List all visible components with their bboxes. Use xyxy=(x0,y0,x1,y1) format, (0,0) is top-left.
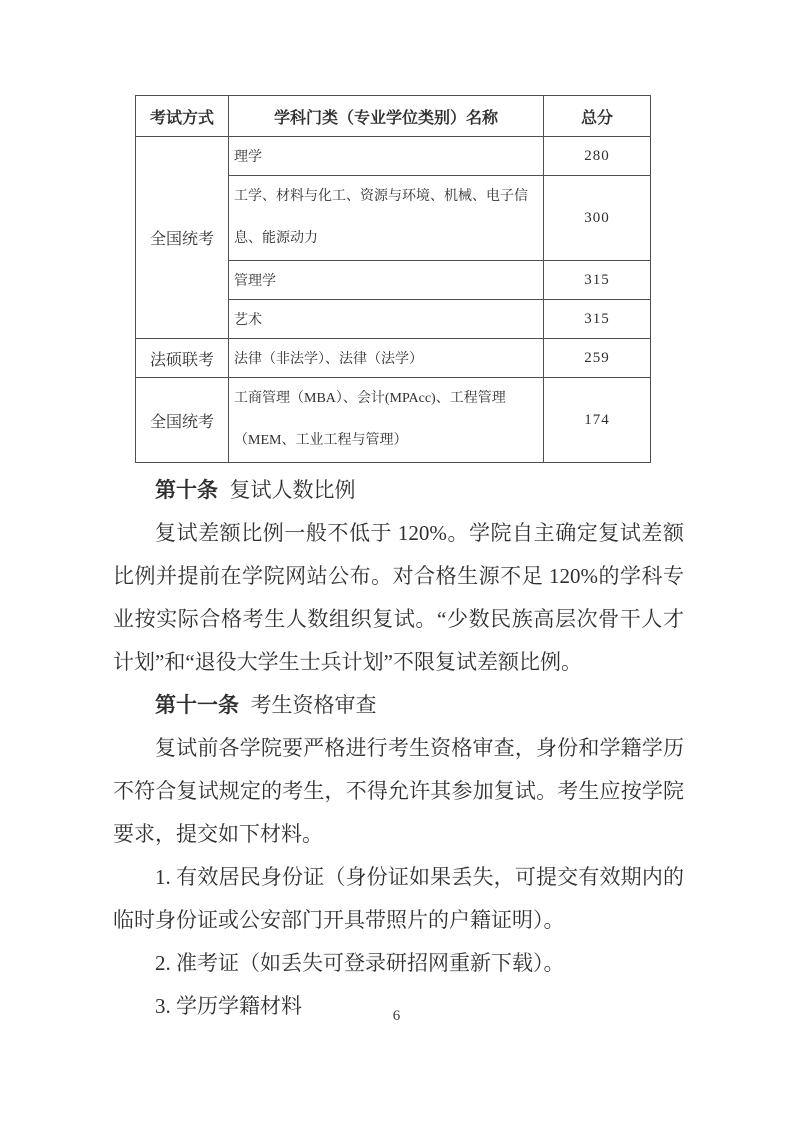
table-header-exam-method: 考试方式 xyxy=(136,96,229,137)
score-cell: 259 xyxy=(544,339,651,378)
table-header-subject-category: 学科门类（专业学位类别）名称 xyxy=(229,96,544,137)
subject-cell: 理学 xyxy=(229,137,544,176)
table-header-row xyxy=(136,96,651,137)
page-number: 6 xyxy=(392,1008,401,1024)
article-10-heading xyxy=(113,469,684,512)
exam-method-cell: 全国统考 xyxy=(136,137,229,339)
article-title: 考生资格审查 xyxy=(250,693,377,717)
score-cell: 174 xyxy=(544,378,651,463)
subject-cell: 管理学 xyxy=(229,261,544,300)
paragraph: 复试前各学院要严格进行考生资格审查，身份和学籍学历不符合复试规定的考生，不得允许其参加复试。考生应按学院要求，提交如下材料。 xyxy=(113,736,684,846)
subject-cell: 法律（非法学）、法律（法学） xyxy=(229,339,544,378)
score-cell: 315 xyxy=(544,300,651,339)
score-cell: 300 xyxy=(544,176,651,261)
article-number-label: 第十一条 xyxy=(155,693,239,717)
table-row xyxy=(136,339,651,378)
score-cell: 280 xyxy=(544,137,651,176)
list-item-paragraph: 2. 准考证（如丢失可登录研招网重新下载）。 xyxy=(155,951,565,975)
exam-method-cell: 法硕联考 xyxy=(136,339,229,378)
table-row xyxy=(136,378,651,463)
table-row xyxy=(136,137,651,176)
subject-cell: 工学、材料与化工、资源与环境、机械、电子信息、能源动力 xyxy=(229,176,544,261)
table-header-total-score: 总分 xyxy=(544,96,651,137)
article-number-label: 第十条 xyxy=(155,478,218,502)
exam-method-cell: 全国统考 xyxy=(136,378,229,463)
admission-score-table xyxy=(135,95,651,463)
score-cell: 315 xyxy=(544,261,651,300)
document-body xyxy=(113,469,684,1028)
subject-cell: 艺术 xyxy=(229,300,544,339)
paragraph: 复试差额比例一般不低于 120%。学院自主确定复试差额比例并提前在学院网站公布。对合格生源不足 120%的学科专业按实际合格考生人数组织复试。“少数民族高层次骨干人才计划”和“退役大学生士兵计划”不限复试差额比例。 xyxy=(113,521,684,674)
list-item-paragraph: 1. 有效居民身份证（身份证如果丢失，可提交有效期内的临时身份证或公安部门开具带照片的户籍证明）。 xyxy=(113,865,684,932)
list-item-paragraph: 3. 学历学籍材料 xyxy=(155,994,302,1018)
article-11-heading xyxy=(113,684,684,727)
subject-cell: 工商管理（MBA）、会计(MPAcc)、工程管理（MEM、工业工程与管理） xyxy=(229,378,544,463)
article-title: 复试人数比例 xyxy=(229,478,356,502)
